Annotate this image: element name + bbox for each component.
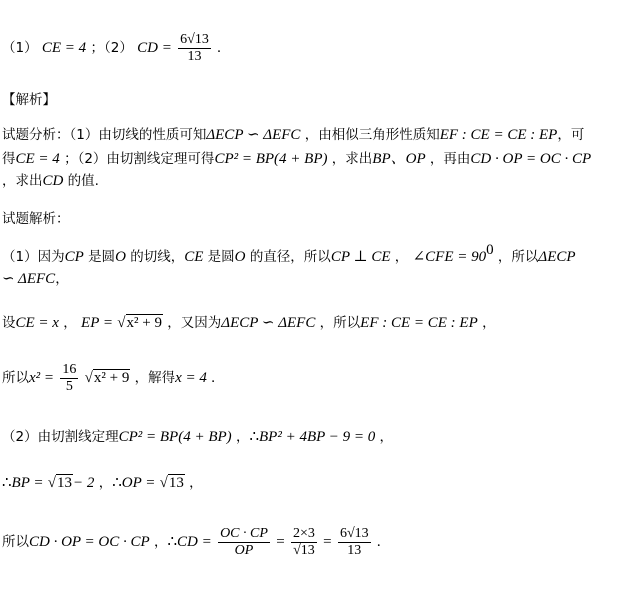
sol-text: ， xyxy=(482,315,496,331)
therefore-symbol: ∴ xyxy=(112,475,122,491)
answer-line xyxy=(2,32,221,65)
sol-math: CD · OP = OC · CP xyxy=(29,534,150,550)
denominator: OP xyxy=(234,543,254,558)
numerator: 16 xyxy=(62,362,77,377)
radicand: 13 xyxy=(57,475,73,491)
sol-text: 是圆 xyxy=(207,249,235,265)
sol-text: 所以 xyxy=(2,370,29,386)
sqrt-13: √13 xyxy=(159,475,184,491)
analysis-math: CP² = BP(4 + BP) xyxy=(214,151,328,167)
solution-2-line xyxy=(2,314,496,332)
fraction-16-5 xyxy=(60,362,78,395)
analysis-text: ；（2）由切割线定理可得 xyxy=(64,151,215,167)
solution-6-line xyxy=(2,526,381,559)
fraction-oc-cp-op xyxy=(218,526,270,559)
analysis-math: EF : CE = CE : EP xyxy=(439,127,558,143)
sol-math: CP ⊥ CE xyxy=(330,249,391,265)
sqrt-13: √13 xyxy=(47,475,73,491)
answer-end: . xyxy=(217,40,221,56)
denominator: √13 xyxy=(293,543,315,558)
fraction-2x3-sqrt13 xyxy=(291,526,317,559)
analysis-text: ，再由 xyxy=(429,151,471,167)
degree-superscript: 0 xyxy=(486,242,494,258)
sol-text: ， xyxy=(394,249,409,265)
sol-text: ， xyxy=(63,315,77,331)
radicand: x² + 9 xyxy=(126,315,162,331)
sol-math: EF : CE = CE : EP xyxy=(360,315,478,331)
sol-text: （1）因为 xyxy=(2,249,65,265)
sol-text: 的切线， xyxy=(130,249,185,265)
sol-text: . xyxy=(211,370,215,386)
jiexi-title: 【解析】 xyxy=(2,92,56,108)
sol-text: ，所以 xyxy=(319,315,361,331)
answer-part1-label: （1） xyxy=(2,40,38,56)
denominator: 5 xyxy=(65,379,73,394)
sol-text: ，所以 xyxy=(497,249,539,265)
numerator: 6√13 xyxy=(339,526,369,541)
therefore-symbol: ∴ xyxy=(167,534,178,550)
sol-text: ， xyxy=(379,429,394,445)
sol-math: ΔECP ∽ ΔEFC xyxy=(221,315,316,331)
analysis-math: ΔECP ∽ ΔEFC xyxy=(206,127,301,143)
numerator: 2×3 xyxy=(292,526,315,541)
sol-text: 是圆 xyxy=(88,249,116,265)
equals: = xyxy=(276,534,285,550)
sol-text: 设 xyxy=(2,315,16,331)
solution-1-line-2 xyxy=(2,270,69,288)
sol-math: BP = xyxy=(11,475,44,491)
sol-math: O xyxy=(234,249,246,265)
sol-math: CE xyxy=(184,249,204,265)
answer-sep: ；（2） xyxy=(90,40,133,56)
analysis-line-2 xyxy=(2,150,591,168)
sol-text: 的直径，所以 xyxy=(249,249,331,265)
sol-text: ，解得 xyxy=(134,370,176,386)
analysis-line-1 xyxy=(2,126,584,144)
sol-text: ， xyxy=(189,475,203,491)
radicand: x² + 9 xyxy=(93,370,130,386)
sol-math: BP² + 4BP − 9 = 0 xyxy=(259,429,376,445)
sol-math: x² = xyxy=(29,370,55,386)
solution-3-line xyxy=(2,362,215,395)
sol-text: 所以 xyxy=(2,534,29,550)
sol-math: ∠CFE = 90 xyxy=(412,249,487,265)
sol-text: ， xyxy=(98,475,113,491)
analysis-text: 试题分析：（1）由切线的性质可知 xyxy=(2,127,207,143)
answer-cd-denominator: 13 xyxy=(187,49,202,64)
radicand: 13 xyxy=(168,475,184,491)
sol-text: ， xyxy=(154,534,168,550)
sol-text: ，又因为 xyxy=(167,315,222,331)
radicand: 13 xyxy=(300,543,315,558)
sol-math: ΔECP xyxy=(538,249,576,265)
sol-math: OP = xyxy=(121,475,156,491)
analysis-math: BP、OP xyxy=(372,151,426,167)
sol-math: O xyxy=(115,249,126,265)
sol-math: − 2 xyxy=(73,475,95,491)
therefore-symbol: ∴ xyxy=(249,429,259,445)
answer-cd-label: CD = xyxy=(137,40,172,56)
analysis-math: CD · OP = OC · CP xyxy=(470,151,592,167)
equals: = xyxy=(323,534,332,550)
analysis-text: ，求出 xyxy=(331,151,373,167)
sol-math: x = 4 xyxy=(175,370,207,386)
therefore-symbol: ∴ xyxy=(2,475,12,491)
sol-text: ， xyxy=(235,429,250,445)
numerator: OC · CP xyxy=(220,526,268,541)
answer-ce: CE = 4 xyxy=(41,40,87,56)
analysis-text: ，由相似三角形性质知 xyxy=(304,127,440,143)
analysis-text: ，可 xyxy=(557,127,585,143)
sol-math: CE = x xyxy=(15,315,59,331)
analysis-text: ，求出 xyxy=(2,173,43,189)
sqrt-expression: √x² + 9 xyxy=(84,370,130,386)
sqrt-expression: √x² + 9 xyxy=(117,315,162,331)
solution-1-line-1 xyxy=(2,242,576,266)
analysis-text: 的值. xyxy=(67,173,99,189)
analysis-math: CD xyxy=(42,173,64,189)
sol-math: CD = xyxy=(177,534,212,550)
analysis-line-3 xyxy=(2,172,99,190)
sol-text: （2）由切割线定理 xyxy=(2,429,119,445)
solution-title: 试题解析： xyxy=(2,211,70,227)
solution-5-line xyxy=(2,474,203,492)
sol-math: EP = xyxy=(81,315,113,331)
solution-4-line xyxy=(2,428,393,446)
analysis-math: CE = 4 xyxy=(15,151,60,167)
denominator: 13 xyxy=(347,543,362,558)
sol-math: CP xyxy=(64,249,84,265)
fraction-6sqrt13-13 xyxy=(338,526,371,559)
analysis-text: 得 xyxy=(2,151,16,167)
sol-text: ， xyxy=(55,271,69,287)
sol-math: ∽ ΔEFC xyxy=(2,271,56,287)
answer-cd-numerator: 6√13 xyxy=(180,32,209,47)
sol-text: . xyxy=(376,534,381,550)
answer-cd-fraction xyxy=(178,32,211,65)
sol-math: CP² = BP(4 + BP) xyxy=(118,429,232,445)
